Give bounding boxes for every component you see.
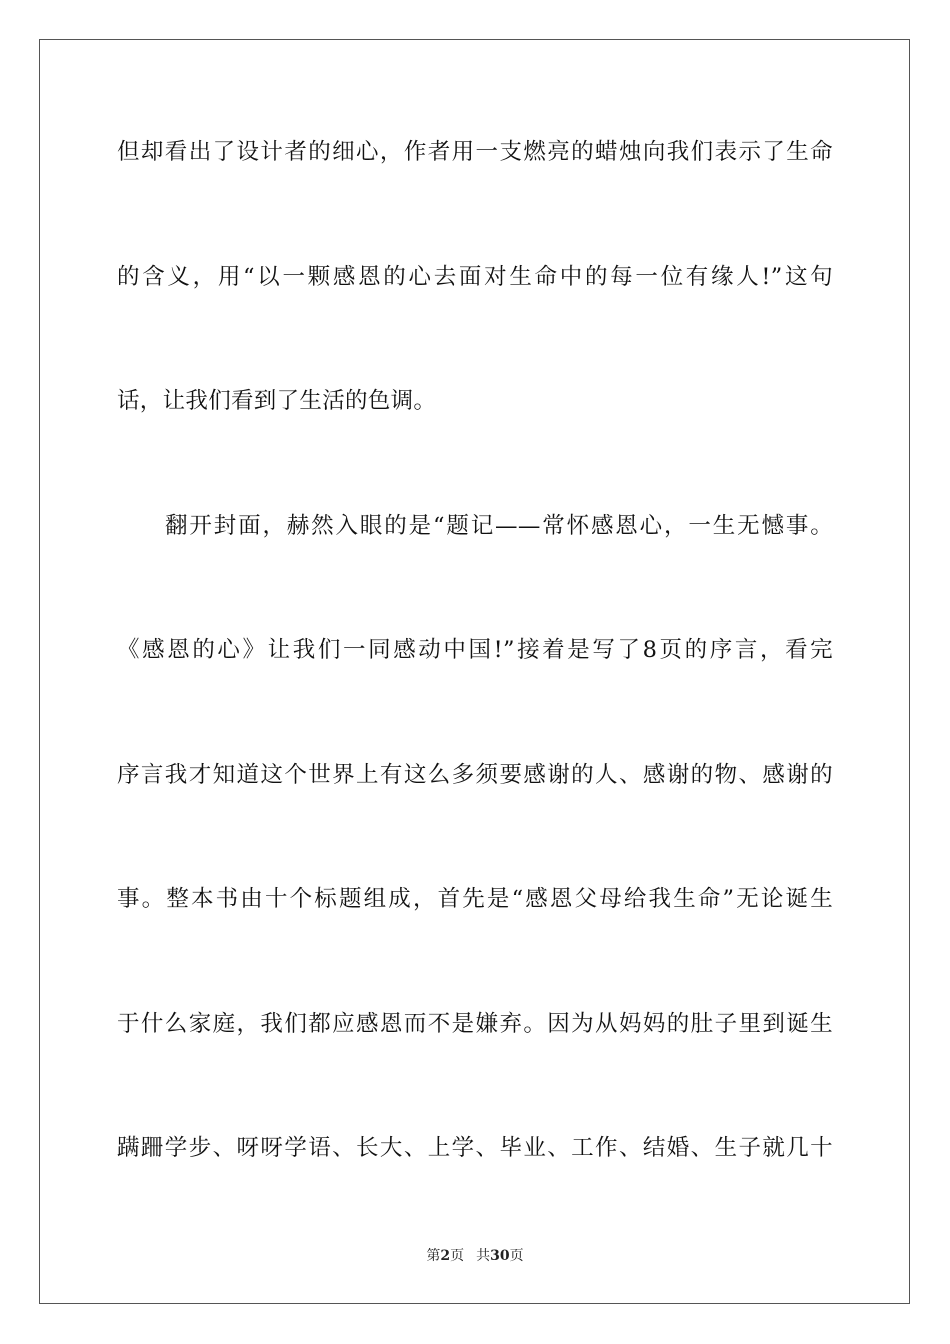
text-line-3: 话，让我们看到了生活的色调。 bbox=[117, 388, 437, 414]
text-line-7: 事。整本书由十个标题组成，首先是“感恩父母给我生命”无论诞生 bbox=[117, 886, 833, 912]
text-line-6: 序言我才知道这个世界上有这么多须要感谢的人、感谢的物、感谢的 bbox=[117, 762, 833, 788]
text-line-8: 于什么家庭，我们都应感恩而不是嫌弃。因为从妈妈的肚子里到诞生 bbox=[117, 1011, 833, 1037]
footer-total-suffix: 页 bbox=[509, 1248, 524, 1264]
page-footer bbox=[0, 1247, 950, 1265]
text-line-1: 但却看出了设计者的细心，作者用一支燃亮的蜡烛向我们表示了生命 bbox=[117, 139, 833, 165]
page-border bbox=[39, 39, 910, 1304]
text-line-2: 的含义，用“以一颗感恩的心去面对生命中的每一位有缘人!”这句 bbox=[117, 264, 833, 290]
footer-page-suffix: 页 bbox=[450, 1248, 465, 1264]
footer-page-prefix: 第 bbox=[426, 1248, 441, 1264]
footer-total-prefix: 共 bbox=[476, 1248, 491, 1264]
text-line-9: 蹒跚学步、呀呀学语、长大、上学、毕业、工作、结婚、生子就几十 bbox=[117, 1135, 833, 1161]
text-line-5: 《感恩的心》让我们一同感动中国!”接着是写了8页的序言，看完 bbox=[117, 637, 833, 663]
text-line-4: 翻开封面，赫然入眼的是“题记——常怀感恩心，一生无憾事。 bbox=[165, 513, 833, 539]
footer-page-number: 2 bbox=[440, 1248, 451, 1264]
footer-total-pages: 30 bbox=[490, 1248, 510, 1264]
